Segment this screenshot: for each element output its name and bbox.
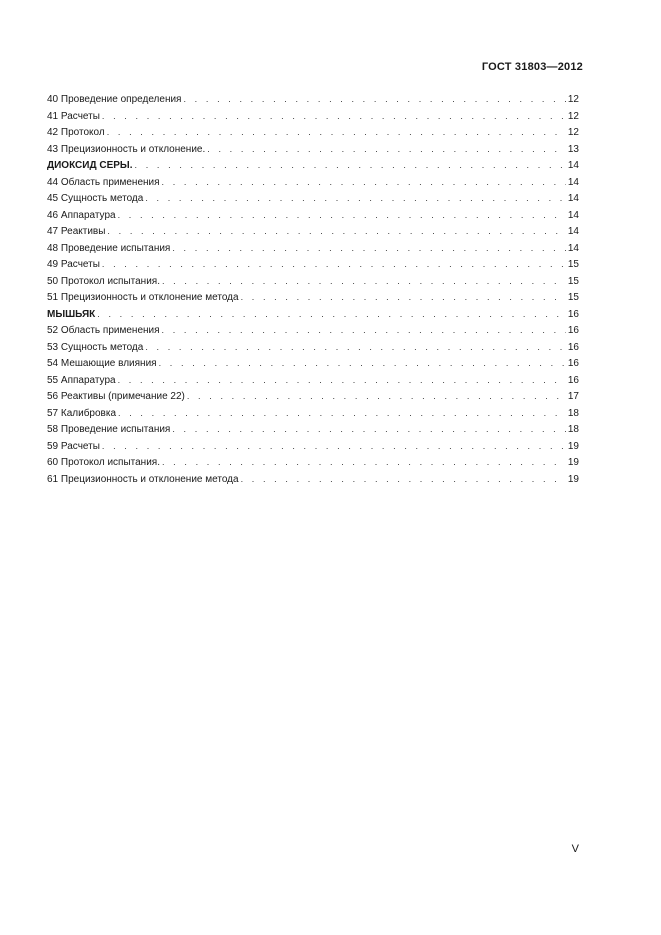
toc-entry-page: 18 bbox=[567, 424, 579, 435]
toc-entry-title: 59 Расчеты bbox=[47, 440, 100, 452]
toc-entry-page: 15 bbox=[567, 292, 579, 303]
toc-entry-page: 17 bbox=[567, 391, 579, 402]
toc-entry-page: 13 bbox=[567, 143, 579, 155]
toc-entry[interactable] bbox=[47, 438, 579, 455]
toc-dot-leader bbox=[102, 108, 566, 125]
toc-entry-title: ДИОКСИД СЕРЫ. bbox=[47, 160, 133, 171]
toc-dot-leader bbox=[172, 240, 566, 257]
toc-dot-leader bbox=[159, 355, 566, 372]
toc-entry-title: 52 Область применения bbox=[47, 325, 160, 336]
toc-entry-page: 14 bbox=[567, 193, 579, 204]
toc-entry-page: 19 bbox=[567, 440, 579, 452]
toc-entry-page: 14 bbox=[567, 176, 579, 188]
toc-entry-page: 15 bbox=[567, 275, 579, 287]
toc-entry-title: 61 Прецизионность и отклонение метода bbox=[47, 473, 239, 485]
toc-dot-leader bbox=[118, 405, 566, 422]
toc-entry-title: 56 Реактивы (примечание 22) bbox=[47, 391, 185, 402]
toc-entry-page: 12 bbox=[567, 127, 579, 138]
toc-entry-title: 43 Прецизионность и отклонение. bbox=[47, 143, 206, 155]
toc-dot-leader bbox=[162, 174, 566, 191]
toc-entry-page: 16 bbox=[567, 308, 579, 320]
toc-entry-title: 49 Расчеты bbox=[47, 259, 100, 270]
toc-dot-leader bbox=[118, 207, 566, 224]
toc-entry[interactable] bbox=[47, 174, 579, 191]
toc-entry[interactable] bbox=[47, 273, 579, 290]
toc-dot-leader bbox=[145, 339, 566, 356]
toc-entry[interactable] bbox=[47, 91, 579, 108]
toc-dot-leader bbox=[183, 91, 565, 108]
toc-dot-leader bbox=[118, 372, 566, 389]
toc-dot-leader bbox=[135, 157, 566, 174]
table-of-contents bbox=[47, 91, 579, 487]
toc-dot-leader bbox=[187, 388, 566, 405]
toc-dot-leader bbox=[172, 421, 566, 438]
toc-entry-page: 12 bbox=[567, 110, 579, 122]
toc-entry[interactable] bbox=[47, 454, 579, 471]
toc-entry-page: 14 bbox=[567, 160, 579, 171]
toc-entry-page: 19 bbox=[567, 473, 579, 485]
toc-entry-page: 15 bbox=[567, 259, 579, 270]
toc-entry-page: 16 bbox=[567, 358, 579, 369]
toc-entry-title: 47 Реактивы bbox=[47, 226, 106, 237]
toc-dot-leader bbox=[241, 289, 566, 306]
toc-dot-leader bbox=[102, 438, 566, 455]
page-number: V bbox=[571, 843, 579, 855]
toc-entry-title: 57 Калибровка bbox=[47, 407, 117, 419]
toc-entry-title: 46 Аппаратура bbox=[47, 209, 116, 221]
toc-entry-title: 50 Протокол испытания. bbox=[47, 275, 160, 287]
toc-entry[interactable] bbox=[47, 256, 579, 273]
toc-section-heading[interactable] bbox=[47, 306, 579, 323]
toc-entry-title: 44 Область применения bbox=[47, 176, 160, 188]
toc-entry[interactable] bbox=[47, 190, 579, 207]
toc-entry[interactable] bbox=[47, 421, 579, 438]
toc-dot-leader bbox=[107, 223, 565, 240]
toc-entry-page: 19 bbox=[567, 457, 579, 468]
toc-entry[interactable] bbox=[47, 355, 579, 372]
toc-entry[interactable] bbox=[47, 471, 579, 488]
toc-entry[interactable] bbox=[47, 405, 579, 422]
toc-dot-leader bbox=[241, 471, 566, 488]
toc-entry[interactable] bbox=[47, 223, 579, 240]
toc-dot-leader bbox=[162, 454, 566, 471]
toc-entry-title: 40 Проведение определения bbox=[47, 94, 182, 105]
toc-dot-leader bbox=[162, 322, 566, 339]
toc-entry[interactable] bbox=[47, 388, 579, 405]
toc-dot-leader bbox=[207, 141, 566, 158]
toc-entry-page: 16 bbox=[567, 325, 579, 336]
toc-entry-title: 55 Аппаратура bbox=[47, 374, 116, 386]
toc-entry[interactable] bbox=[47, 141, 579, 158]
toc-entry-title: 53 Сущность метода bbox=[47, 341, 144, 353]
toc-entry[interactable] bbox=[47, 322, 579, 339]
toc-entry[interactable] bbox=[47, 372, 579, 389]
toc-dot-leader bbox=[107, 124, 566, 141]
toc-entry-page: 14 bbox=[567, 226, 579, 237]
toc-entry-title: 41 Расчеты bbox=[47, 110, 100, 122]
toc-section-heading[interactable] bbox=[47, 157, 579, 174]
toc-entry-title: 58 Проведение испытания bbox=[47, 424, 171, 435]
toc-entry-page: 12 bbox=[567, 94, 579, 105]
toc-dot-leader bbox=[162, 273, 566, 290]
toc-entry-title: 42 Протокол bbox=[47, 127, 105, 138]
document-code: ГОСТ 31803—2012 bbox=[481, 61, 583, 73]
toc-dot-leader bbox=[145, 190, 566, 207]
toc-entry[interactable] bbox=[47, 339, 579, 356]
toc-entry[interactable] bbox=[47, 207, 579, 224]
toc-entry-title: 51 Прецизионность и отклонение метода bbox=[47, 292, 239, 303]
toc-entry-title: МЫШЬЯК bbox=[47, 308, 96, 320]
toc-dot-leader bbox=[102, 256, 566, 273]
toc-entry-title: 48 Проведение испытания bbox=[47, 242, 171, 254]
toc-entry[interactable] bbox=[47, 240, 579, 257]
toc-entry-page: 14 bbox=[567, 209, 579, 221]
toc-dot-leader bbox=[97, 306, 566, 323]
toc-entry-page: 18 bbox=[567, 407, 579, 419]
toc-entry-title: 54 Мешающие влияния bbox=[47, 358, 157, 369]
toc-entry-title: 45 Сущность метода bbox=[47, 193, 144, 204]
toc-entry-page: 16 bbox=[567, 374, 579, 386]
toc-entry[interactable] bbox=[47, 124, 579, 141]
toc-entry[interactable] bbox=[47, 289, 579, 306]
toc-entry-page: 14 bbox=[567, 242, 579, 254]
toc-entry-page: 16 bbox=[567, 341, 579, 353]
toc-entry-title: 60 Протокол испытания. bbox=[47, 457, 160, 468]
toc-entry[interactable] bbox=[47, 108, 579, 125]
